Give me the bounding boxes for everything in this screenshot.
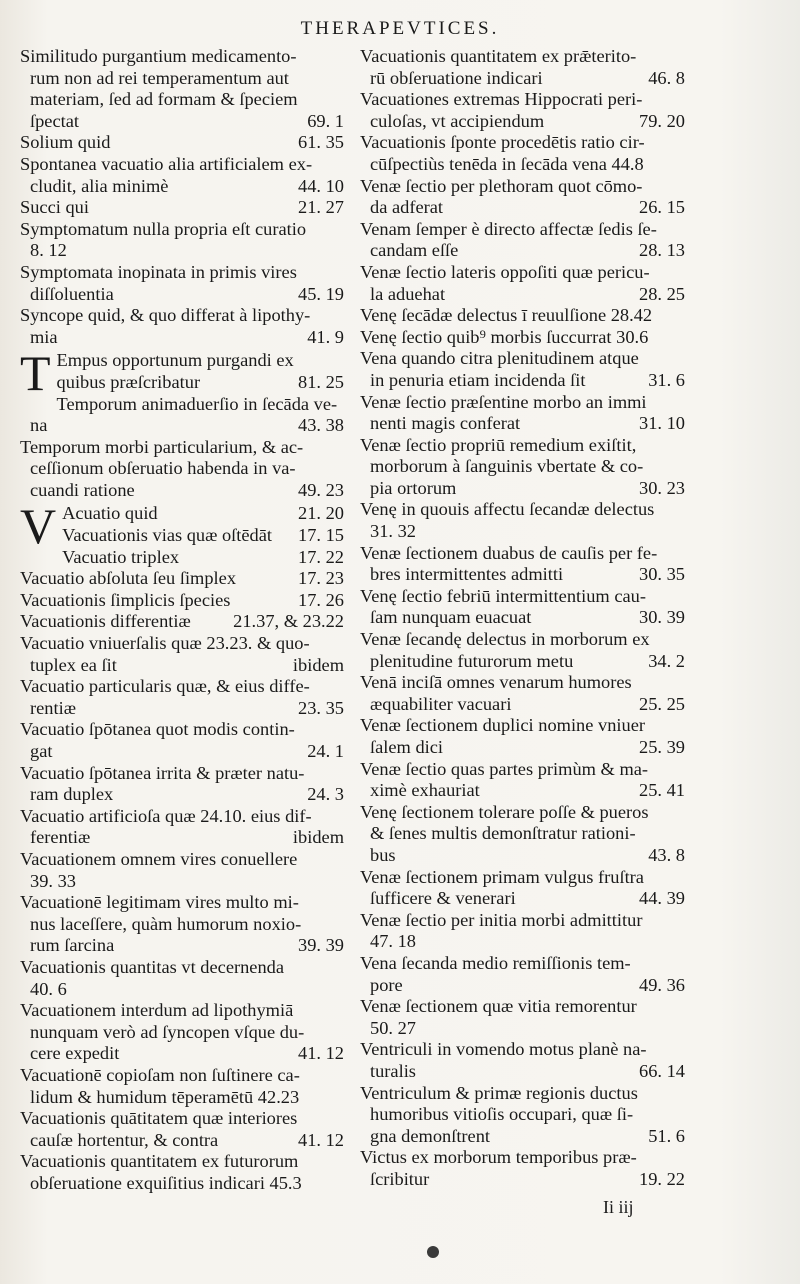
entry-line: ſalem dici: [370, 737, 444, 757]
entry-line: Vacuationes extremas Hippocrati peri-: [360, 89, 643, 110]
entry-line: Venæ ſectio per plethoram quot cōmo-: [360, 175, 643, 196]
entry-line: Vacuationem interdum ad lipothymiā: [20, 1000, 294, 1021]
index-entry: [20, 763, 344, 806]
index-entry: [360, 1147, 685, 1190]
index-entry: [360, 305, 685, 327]
page-reference: 17. 26: [298, 589, 344, 610]
entry-line: Vacuatio artificioſa quæ 24.10. eius dif-: [20, 805, 312, 826]
index-entry: [20, 633, 344, 676]
entry-line: obſeruatione exquiſitius indicari 45.3: [30, 1172, 302, 1193]
entry-line: ſpectat: [30, 110, 80, 131]
entry-line: Venæ ſectio propriū remedium exiſtit,: [360, 434, 637, 455]
entry-line: Spontanea vacuatio alia artificialem ex-: [20, 153, 313, 174]
entry-line: & ſenes multis demonſtratur rationi-: [370, 823, 636, 844]
entry-line: Vacuationis vias quæ oſtēdāt: [62, 525, 273, 546]
entry-line: quibus præſcribatur: [56, 371, 201, 392]
page-reference: 30. 39: [639, 607, 685, 628]
entry-line: materiam, ſed ad formam & ſpeciem: [30, 89, 298, 110]
running-header: THERAPEVTICES.: [300, 18, 500, 39]
drop-capital: V: [20, 498, 57, 555]
index-entry: [360, 219, 685, 262]
entry-line: ferentiæ: [30, 827, 91, 848]
entry-line: 50. 27: [370, 1017, 416, 1038]
index-entry: [360, 953, 685, 996]
index-entry: [360, 327, 685, 349]
index-entry: [20, 957, 344, 1000]
page-reference: 31. 10: [639, 413, 685, 434]
index-entry: [20, 568, 344, 590]
page-reference: 43. 38: [298, 415, 344, 436]
entry-line: candam eſſe: [370, 240, 459, 261]
drop-capital: T: [20, 345, 51, 402]
entry-line: gat: [30, 741, 53, 761]
entry-line: Symptomatum nulla propria eſt curatio: [20, 218, 307, 239]
entry-line: Venę ſecādæ delectus ī reuulſione 28.42: [360, 305, 653, 326]
entry-line: ceſſionum obſeruatio habenda in va-: [30, 458, 296, 479]
page-reference: 41. 9: [307, 326, 344, 347]
page-reference: 25. 41: [639, 780, 685, 801]
entry-line: cuandi ratione: [30, 479, 135, 500]
entry-line: plenitudine futurorum metu: [370, 650, 574, 671]
entry-line: mia: [30, 326, 58, 347]
index-entry: [360, 586, 685, 629]
entry-line: æquabiliter vacuari: [370, 693, 512, 714]
entry-line: Vacuationis quantitatem ex prǣterito-: [360, 46, 637, 66]
index-entry: [20, 197, 344, 219]
entry-line: Acuatio quid: [62, 503, 158, 524]
entry-line: Vacuatio abſoluta ſeu ſimplex: [20, 568, 237, 589]
page-reference: 41. 12: [298, 1043, 344, 1064]
entry-line: cauſæ hortentur, & contra: [30, 1129, 219, 1150]
index-entry: [20, 1151, 344, 1194]
entry-line: gna demonſtrent: [370, 1125, 491, 1146]
entry-line: bus: [370, 844, 396, 865]
entry-line: rentiæ: [30, 697, 76, 718]
entry-line: nus laceſſere, quàm humorum noxio-: [30, 913, 302, 934]
index-entry: [360, 1083, 685, 1148]
page-reference: 25. 39: [639, 737, 685, 757]
entry-line: Solium quid: [20, 132, 111, 153]
entry-line: rum non ad rei temperamentum aut: [30, 67, 289, 88]
index-entry: [20, 1065, 344, 1108]
entry-line: na: [30, 415, 48, 436]
entry-line: turalis: [370, 1060, 416, 1081]
page-reference: ibidem: [292, 654, 344, 675]
signature-mark: Ii iij: [603, 1197, 634, 1217]
index-entry: [360, 435, 685, 500]
page-reference: 30. 35: [639, 564, 685, 585]
page-reference: 21.37, & 23.22: [233, 611, 344, 632]
entry-line: Venā inciſā omnes venarum humores: [360, 672, 632, 693]
entry-line: Similitudo purgantium medicamento-: [20, 46, 297, 66]
page-reference: 44. 10: [298, 175, 344, 196]
entry-line: cūſpectiùs tenēda in ſecāda vena 44.8: [370, 153, 644, 174]
index-entry: [360, 46, 685, 89]
page-reference: 34. 2: [648, 650, 685, 671]
page-reference: 30. 23: [639, 477, 685, 498]
entry-line: cere expedit: [30, 1043, 120, 1064]
page-reference: 45. 19: [298, 283, 344, 304]
page-reference: 17. 22: [298, 546, 344, 567]
index-entry: [20, 590, 344, 612]
entry-line: Venę in quouis affectu ſecandæ delectus: [360, 499, 655, 520]
entry-line: 47. 18: [370, 931, 416, 952]
entry-line: rum ſarcina: [30, 935, 115, 956]
entry-line: Venæ ſectionem primam vulgus fruſtra: [360, 866, 644, 887]
page-reference: 79. 20: [639, 110, 685, 131]
index-entry: [20, 437, 344, 502]
entry-line: Venæ ſectio lateris oppoſiti quæ pericu-: [360, 261, 650, 282]
page-reference: 31. 6: [648, 369, 685, 390]
entry-line: Ventriculum & primæ regionis ductus: [360, 1082, 638, 1103]
entry-line: Vacuationis quantitas vt decernenda: [20, 956, 285, 977]
index-entry: [360, 543, 685, 586]
entry-line: la aduehat: [370, 283, 446, 304]
index-entry: [20, 305, 344, 348]
entry-line: Vacuatio ſpōtanea quot modis contin-: [20, 719, 295, 740]
entry-line: nenti magis conferat: [370, 413, 521, 434]
page-reference: 17. 23: [298, 568, 344, 589]
index-entry: [360, 89, 685, 132]
entry-line: Vacuatio particularis quæ, & eius diffe-: [20, 676, 310, 697]
index-entry: [20, 611, 344, 633]
page-reference: 49. 23: [298, 479, 344, 500]
entry-line: Vacuatio triplex: [62, 546, 180, 567]
index-entry: [20, 719, 344, 762]
page-reference: 81. 25: [298, 371, 344, 392]
entry-line: Succi qui: [20, 197, 89, 218]
index-column-right: [360, 46, 685, 1190]
index-entry: [360, 132, 685, 175]
page-reference: ibidem: [292, 827, 344, 848]
entry-line: Venæ ſectionem quæ vitia remorentur: [360, 996, 637, 1017]
page-reference: 24. 3: [307, 784, 344, 805]
page-reference: 28. 13: [639, 240, 685, 261]
entry-line: ſam nunquam euacuat: [370, 607, 532, 628]
page-reference: 19. 22: [639, 1168, 685, 1189]
entry-line: Vacuationē copioſam non ſuſtinere ca-: [20, 1064, 300, 1085]
page-reference: 44. 39: [639, 888, 685, 909]
page-reference: 46. 8: [648, 67, 685, 88]
page-reference: 41. 12: [298, 1129, 344, 1150]
entry-line: nunquam verò ad ſyncopen vſque du-: [30, 1021, 305, 1042]
index-entry: [360, 629, 685, 672]
page-reference: 26. 15: [639, 197, 685, 218]
index-entry: [360, 1039, 685, 1082]
entry-line: in penuria etiam incidenda ſit: [370, 369, 586, 390]
index-entry: [20, 345, 344, 402]
entry-line: Empus opportunum purgandi ex: [56, 350, 294, 371]
entry-line: bres intermittentes admitti: [370, 564, 564, 585]
entry-line: Venæ ſectionem duabus de cauſis per fe-: [360, 542, 658, 563]
entry-line: Venæ ſecandę delectus in morborum ex: [360, 629, 650, 650]
entry-line: Vacuationis ſponte procedētis ratio cir-: [360, 132, 645, 153]
entry-line: pia ortorum: [370, 477, 457, 498]
entry-line: Vacuationem omnem vires conuellere: [20, 848, 298, 869]
page-reference: 61. 35: [298, 132, 344, 153]
entry-line: ximè exhauriat: [370, 780, 480, 801]
index-entry: [360, 262, 685, 305]
entry-line: Vacuatio ſpōtanea irrita & præter natu-: [20, 762, 305, 783]
page-reference: 24. 1: [307, 741, 344, 761]
entry-line: 40. 6: [30, 978, 67, 999]
entry-line: Venę ſectio quib⁹ morbis ſuccurrat 30.6: [360, 326, 649, 347]
index-entry: [360, 715, 685, 758]
entry-line: cludit, alia minimè: [30, 175, 169, 196]
entry-line: Venę ſectio febriū intermittentium cau-: [360, 585, 646, 606]
index-entry: [20, 394, 344, 437]
entry-line: Venæ ſectio quas partes primùm & ma-: [360, 758, 649, 779]
entry-line: Temporum animaduerſio in ſecāda ve-: [56, 393, 338, 414]
page-reference: 66. 14: [639, 1060, 685, 1081]
index-entry: [20, 676, 344, 719]
entry-line: Venę ſectionem tolerare poſſe & pueros: [360, 801, 649, 822]
entry-line: culoſas, vt accipiendum: [370, 110, 545, 131]
page-reference: 69. 1: [307, 110, 344, 131]
entry-line: Vacuationis quātitatem quæ interiores: [20, 1108, 298, 1129]
entry-line: Ventriculi in vomendo motus planè na-: [360, 1039, 647, 1060]
page-reference: 25. 25: [639, 693, 685, 714]
index-entry: [20, 1000, 344, 1065]
entry-line: Symptomata inopinata in primis vires: [20, 261, 297, 282]
page-reference: 51. 6: [648, 1125, 685, 1146]
entry-line: ram duplex: [30, 784, 114, 805]
entry-line: diſſoluentia: [30, 283, 114, 304]
entry-line: Venæ ſectio præſentine morbo an immi: [360, 391, 647, 412]
page-reference: 43. 8: [648, 844, 685, 865]
entry-line: humoribus vitioſis occupari, quæ ſi-: [370, 1104, 634, 1125]
page-reference: 21. 27: [298, 197, 344, 218]
entry-line: 31. 32: [370, 521, 416, 542]
entry-line: Victus ex morborum temporibus præ-: [360, 1147, 637, 1168]
entry-line: Vena ſecanda medio remiſſionis tem-: [360, 952, 631, 973]
entry-line: Venæ ſectio per initia morbi admittitur: [360, 909, 643, 930]
entry-line: da adferat: [370, 197, 443, 218]
entry-line: Temporum morbi particularium, & ac-: [20, 436, 304, 457]
page-reference: 23. 35: [298, 697, 344, 718]
entry-line: Vacuationis quantitatem ex futurorum: [20, 1151, 299, 1172]
entry-line: ſufficere & venerari: [370, 888, 516, 909]
index-entry: [20, 132, 344, 154]
page-reference: 49. 36: [639, 974, 685, 995]
index-entry: [360, 759, 685, 802]
entry-line: rū obſeruatione indicari: [370, 67, 543, 88]
index-column-left: [20, 46, 344, 1194]
index-entry: [20, 498, 344, 555]
index-entry: [360, 672, 685, 715]
index-entry: [360, 176, 685, 219]
entry-line: Vacuationē legitimam vires multo mi-: [20, 892, 299, 913]
index-entry: [20, 849, 344, 892]
entry-line: pore: [370, 974, 403, 995]
entry-line: Vacuationis ſimplicis ſpecies: [20, 589, 231, 610]
index-entry: [20, 154, 344, 197]
index-entry: [20, 46, 344, 132]
index-entry: [360, 348, 685, 391]
index-entry: [20, 547, 344, 569]
entry-line: lidum & humidum tēperamētū 42.23: [30, 1086, 300, 1107]
entry-line: 8. 12: [30, 240, 67, 261]
index-entry: [20, 806, 344, 849]
index-entry: [20, 219, 344, 262]
index-entry: [20, 262, 344, 305]
index-entry: [360, 392, 685, 435]
entry-line: 39. 33: [30, 870, 76, 891]
entry-line: ſcribitur: [370, 1168, 430, 1189]
index-entry: [360, 996, 685, 1039]
entry-line: tuplex ea ſit: [30, 654, 117, 675]
index-entry: [360, 802, 685, 867]
entry-line: Venæ ſectionem duplici nomine vniuer: [360, 715, 645, 736]
entry-line: Syncope quid, & quo differat à lipothy-: [20, 305, 311, 326]
page-reference: 28. 25: [639, 283, 685, 304]
ornament-icon: [427, 1246, 439, 1258]
entry-line: morborum à ſanguinis vbertate & co-: [370, 456, 644, 477]
index-entry: [20, 1108, 344, 1151]
index-entry: [360, 867, 685, 910]
index-entry: [360, 499, 685, 542]
index-entry: [360, 910, 685, 953]
entry-line: Vena quando citra plenitudinem atque: [360, 348, 639, 369]
entry-line: Vacuationis differentiæ: [20, 611, 191, 632]
index-entry: [20, 892, 344, 957]
entry-line: Venam ſemper è directo affectæ ſedis ſe-: [360, 218, 657, 239]
page-reference: 21. 20 17. 15: [298, 503, 344, 546]
page-reference: 39. 39: [298, 935, 344, 956]
entry-line: Vacuatio vniuerſalis quæ 23.23. & quo-: [20, 633, 310, 654]
